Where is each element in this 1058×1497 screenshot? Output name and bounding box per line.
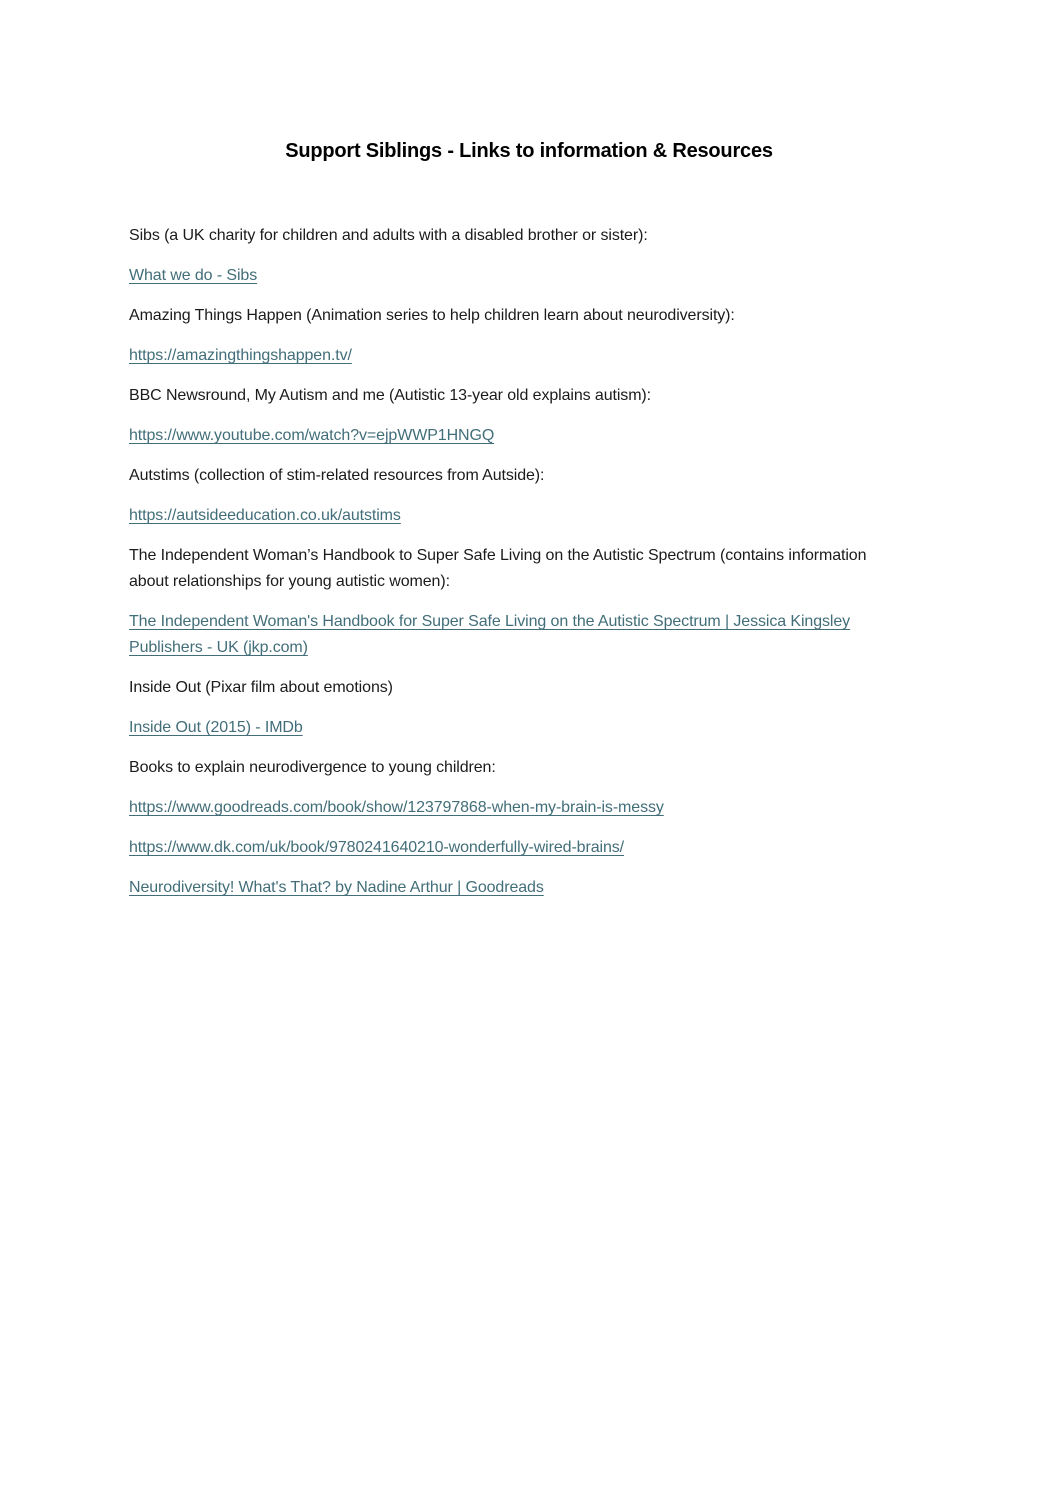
resource-description: Sibs (a UK charity for children and adults with a disabled brother or sister): (129, 227, 648, 244)
document-body (129, 223, 929, 901)
resource-link[interactable]: The Independent Woman's Handbook for Super Safe Living on the Autistic Spectrum | Jessica Kingsley Publishers - UK (jkp.com) (129, 613, 851, 656)
resource-description: Books to explain neurodivergence to young children: (129, 759, 496, 776)
document-title: Support Siblings - Links to information & Resources (285, 140, 773, 162)
resource-link[interactable]: What we do - Sibs (129, 267, 258, 284)
resource-link[interactable]: Neurodiversity! What's That? by Nadine Arthur | Goodreads (129, 879, 544, 896)
resource-description: Autstims (collection of stim-related resources from Autside): (129, 467, 545, 484)
resource-link[interactable]: https://autsideeducation.co.uk/autstims (129, 507, 401, 524)
resource-link[interactable]: https://www.goodreads.com/book/show/123797868-when-my-brain-is-messy (129, 799, 664, 816)
resource-link[interactable]: Inside Out (2015) - IMDb (129, 719, 303, 736)
resource-description: The Independent Woman’s Handbook to Super Safe Living on the Autistic Spectrum (contains information about relationships for young autistic women): (129, 547, 867, 590)
resource-description: Amazing Things Happen (Animation series to help children learn about neurodiversity): (129, 307, 735, 324)
resource-link[interactable]: https://amazingthingshappen.tv/ (129, 347, 352, 364)
resource-description: Inside Out (Pixar film about emotions) (129, 679, 393, 696)
resource-description: BBC Newsround, My Autism and me (Autistic 13-year old explains autism): (129, 387, 651, 404)
resource-link[interactable]: https://www.dk.com/uk/book/9780241640210-wonderfully-wired-brains/ (129, 839, 625, 856)
resource-link[interactable]: https://www.youtube.com/watch?v=ejpWWP1HNGQ (129, 427, 495, 444)
